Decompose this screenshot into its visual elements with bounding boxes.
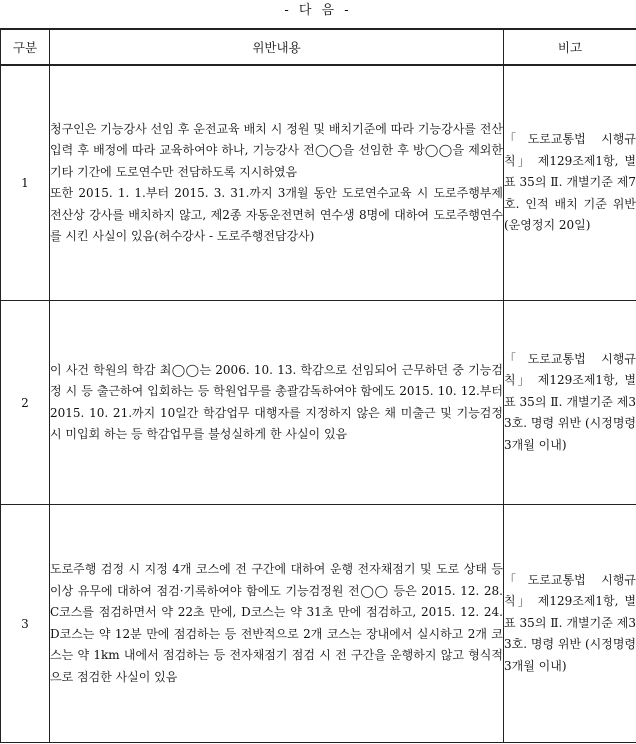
table-row bbox=[1, 65, 636, 301]
violation-description: 도로주행 검정 시 지정 4개 코스에 전 구간에 대하여 운행 전자채점기 및 도로 상태 등 이상 유무에 대하여 점검·기록하여야 함에도 기능검정원 전◯◯ 등은 2015. 12. 28. C코스를 점검하면서 약 22초 만에, D코스는 약 31초 만에 점검하고, 2015. 12. 24. D코스는 약 12분 만에 점검하는 등 전반적으로 2개 코스는 장내에서 실시하고 2개 코스는 약 1km 내에서 점검하는 등 전자채점기 점검 시 전 구간을 운행하지 않고 형식적으로 점검한 사실이 있음 bbox=[50, 505, 504, 743]
legal-remarks: 「도로교통법 시행규칙」 제129조제1항, 별표 35의 Ⅱ. 개별기준 제7호. 인적 배치 기준 위반 (운영정지 20일) bbox=[504, 65, 636, 301]
table-row bbox=[1, 301, 636, 505]
legal-remarks: 「도로교통법 시행규칙」 제129조제1항, 별표 35의 Ⅱ. 개별기준 제33호. 명령 위반 (시정명령 3개월 이내) bbox=[504, 505, 636, 743]
table-row bbox=[1, 505, 636, 743]
row-number: 1 bbox=[1, 65, 50, 301]
violation-description: 이 사건 학원의 학감 최◯◯는 2006. 10. 13. 학감으로 선임되어 근무하던 중 기능검정 시 등 출근하여 입회하는 등 학원업무를 총괄감독하여야 함에도 2015. 10. 12.부터 2015. 10. 21.까지 10일간 학감업무 대행자를 지정하지 않은 채 미출근 및 기능검정 시 미입회 하는 등 학감업무를 불성실하게 한 사실이 있음 bbox=[50, 301, 504, 505]
row-number: 2 bbox=[1, 301, 50, 505]
header-violation: 위반내용 bbox=[50, 29, 504, 65]
header-category: 구분 bbox=[1, 29, 50, 65]
table-header-row bbox=[1, 29, 636, 65]
violation-description: 청구인은 기능강사 선임 후 운전교육 배치 시 정원 및 배치기준에 따라 기능강사를 전산입력 후 배정에 따라 교육하여야 하나, 기능강사 전◯◯을 선임한 후 방◯◯을 제외한 기타 기간에 도로연수만 전담하도록 지시하였음 또한 2015. 1. 1.부터 2015. 3. 31.까지 3개월 동안 도로연수교육 시 도로주행부제 전산상 강사를 배치하지 않고, 제2종 자동운전면허 연수생 8명에 대하여 도로주행연수를 시킨 사실이 있음(허수강사 - 도로주행전담강사) bbox=[50, 65, 504, 301]
header-remarks: 비고 bbox=[504, 29, 636, 65]
page-title: - 다 음 - bbox=[284, 3, 352, 18]
violations-table bbox=[0, 28, 636, 743]
row-number: 3 bbox=[1, 505, 50, 743]
legal-remarks: 「도로교통법 시행규칙」 제129조제1항, 별표 35의 Ⅱ. 개별기준 제33호. 명령 위반 (시정명령 3개월 이내) bbox=[504, 301, 636, 505]
